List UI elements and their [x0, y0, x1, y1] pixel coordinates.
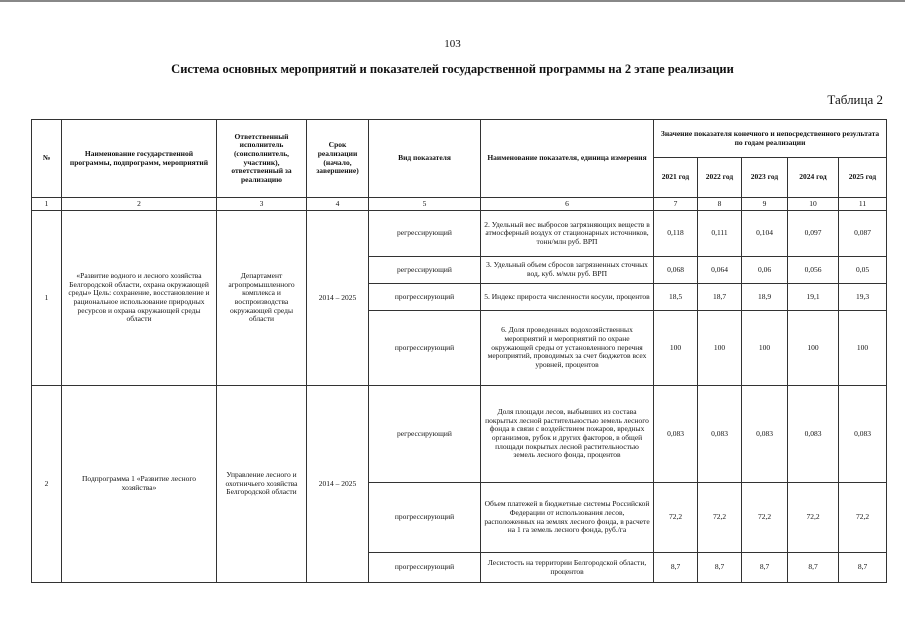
section-period: 2014 – 2025	[307, 211, 369, 386]
indicator-type: прогрессирующий	[369, 483, 481, 553]
indicator-type: прогрессирующий	[369, 553, 481, 583]
header-values-group: Значение показателя конечного и непосредственного результата по годам реализации	[654, 120, 887, 158]
indicator-value: 8,7	[839, 553, 887, 583]
indicator-value: 100	[654, 311, 698, 386]
scan-edge-line	[0, 0, 905, 2]
indicator-type: прогрессирующий	[369, 284, 481, 311]
column-number: 5	[369, 198, 481, 211]
indicator-value: 8,7	[698, 553, 742, 583]
column-number: 6	[481, 198, 654, 211]
indicator-name: Лесистость на территории Белгородской области, процентов	[481, 553, 654, 583]
indicator-name: 2. Удельный вес выбросов загрязняющих веществ в атмосферный воздух от стационарных источников, тонн/млн руб. ВРП	[481, 211, 654, 257]
indicator-type: регрессирующий	[369, 386, 481, 483]
column-number: 10	[788, 198, 839, 211]
table-row	[32, 386, 887, 483]
indicator-value: 0,05	[839, 257, 887, 284]
table-label: Таблица 2	[827, 92, 883, 107]
indicator-value: 19,3	[839, 284, 887, 311]
indicator-value: 100	[788, 311, 839, 386]
indicator-value: 72,2	[698, 483, 742, 553]
header-year: 2025 год	[839, 158, 887, 198]
section-name: «Развитие водного и лесного хозяйства Белгородской области, охрана окружающей среды» Цель: сохранение, восстановление и рациональное использование природных ресурсов и охрана окружающей среды области	[62, 211, 217, 386]
indicator-value: 100	[839, 311, 887, 386]
indicator-value: 0,083	[742, 386, 788, 483]
section-executor: Управление лесного и охотничьего хозяйства Белгородской области	[217, 386, 307, 583]
indicator-value: 0,06	[742, 257, 788, 284]
table-row	[32, 211, 887, 257]
page-number: 103	[444, 38, 461, 50]
indicator-type: прогрессирующий	[369, 311, 481, 386]
header-num: №	[32, 120, 62, 198]
column-number: 3	[217, 198, 307, 211]
indicator-name: 5. Индекс прироста численности косули, процентов	[481, 284, 654, 311]
indicator-name: Объем платежей в бюджетные системы Российской Федерации от использования лесов, расположенных на землях лесного фонда, в расчете на 1 га земель лесного фонда, руб./га	[481, 483, 654, 553]
indicator-value: 8,7	[788, 553, 839, 583]
section-executor: Департамент агропромышленного комплекса и воспроизводства окружающей среды области	[217, 211, 307, 386]
indicator-value: 0,104	[742, 211, 788, 257]
indicator-value: 8,7	[654, 553, 698, 583]
header-indicator: Наименование показателя, единица измерения	[481, 120, 654, 198]
header-year: 2022 год	[698, 158, 742, 198]
header-year: 2023 год	[742, 158, 788, 198]
indicator-value: 0,083	[654, 386, 698, 483]
indicators-table	[31, 119, 887, 583]
indicator-value: 72,2	[742, 483, 788, 553]
section-period: 2014 – 2025	[307, 386, 369, 583]
indicator-value: 0,097	[788, 211, 839, 257]
header-year: 2021 год	[654, 158, 698, 198]
indicator-value: 0,083	[698, 386, 742, 483]
page-title: Система основных мероприятий и показателей государственной программы на 2 этапе реализации	[171, 62, 734, 76]
indicator-type: регрессирующий	[369, 257, 481, 284]
column-number: 8	[698, 198, 742, 211]
header-period: Срок реализации (начало, завершение)	[307, 120, 369, 198]
header-executor: Ответственный исполнитель (соисполнитель, участник), ответственный за реализацию	[217, 120, 307, 198]
indicator-value: 72,2	[788, 483, 839, 553]
header-type: Вид показателя	[369, 120, 481, 198]
section-num: 1	[32, 211, 62, 386]
indicator-value: 72,2	[839, 483, 887, 553]
column-number: 7	[654, 198, 698, 211]
indicator-value: 100	[698, 311, 742, 386]
indicator-value: 0,083	[839, 386, 887, 483]
section-name: Подпрограмма 1 «Развитие лесного хозяйства»	[62, 386, 217, 583]
indicator-value: 18,5	[654, 284, 698, 311]
indicator-value: 0,087	[839, 211, 887, 257]
indicator-value: 18,9	[742, 284, 788, 311]
indicator-value: 0,111	[698, 211, 742, 257]
indicator-value: 100	[742, 311, 788, 386]
column-number: 1	[32, 198, 62, 211]
indicator-value: 0,083	[788, 386, 839, 483]
section-num: 2	[32, 386, 62, 583]
header-year: 2024 год	[788, 158, 839, 198]
column-number: 2	[62, 198, 217, 211]
column-number: 4	[307, 198, 369, 211]
indicator-type: регрессирующий	[369, 211, 481, 257]
indicator-value: 18,7	[698, 284, 742, 311]
header-name: Наименование государственной программы, подпрограмм, мероприятий	[62, 120, 217, 198]
indicator-value: 0,118	[654, 211, 698, 257]
column-number: 9	[742, 198, 788, 211]
indicator-value: 72,2	[654, 483, 698, 553]
indicator-value: 19,1	[788, 284, 839, 311]
indicator-value: 8,7	[742, 553, 788, 583]
column-number: 11	[839, 198, 887, 211]
indicator-name: Доля площади лесов, выбывших из состава покрытых лесной растительностью земель лесного фонда в связи с воздействием пожаров, вредных организмов, рубок и других факторов, в общей площади покрытых лесной растительностью земель лесного фонда, процентов	[481, 386, 654, 483]
indicator-name: 3. Удельный объем сбросов загрязненных сточных вод, куб. м/млн руб. ВРП	[481, 257, 654, 284]
column-number-row	[32, 198, 887, 211]
indicator-value: 0,056	[788, 257, 839, 284]
indicator-value: 0,064	[698, 257, 742, 284]
indicator-name: 6. Доля проведенных водохозяйственных мероприятий и мероприятий по охране окружающей среды от установленного перечня мероприятий, проводимых за счет бюджетов всех уровней, процентов	[481, 311, 654, 386]
indicator-value: 0,068	[654, 257, 698, 284]
